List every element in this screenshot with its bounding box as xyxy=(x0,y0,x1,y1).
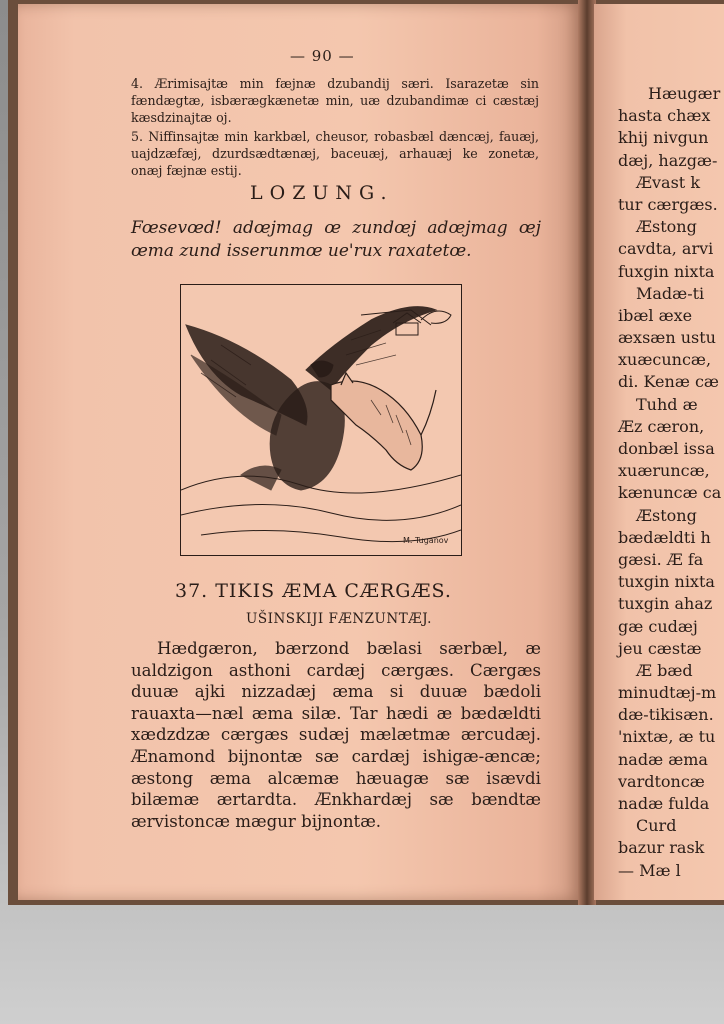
right-page-line: ibæl æxe xyxy=(618,305,693,325)
illustration-drawing xyxy=(181,285,461,555)
right-page-line: minudtæj-m xyxy=(618,683,717,703)
right-page-line: bazur rask xyxy=(618,838,705,858)
right-page-line: Æstong xyxy=(636,217,697,237)
right-page-line: bædældti h xyxy=(618,527,711,547)
right-page-line: jeu cæstæ xyxy=(618,638,702,658)
right-page-line: — Mæ l xyxy=(618,860,681,880)
right-page-line: Hæugær xyxy=(648,84,721,103)
right-page-line: xuæcuncæ, xyxy=(618,350,712,370)
right-page-line: vardtoncæ xyxy=(618,771,705,791)
right-page-line: fuxgin nixta xyxy=(618,261,715,281)
eagle-cat-illustration xyxy=(180,284,462,556)
right-page xyxy=(594,4,724,900)
list-item: 4. Ærimisajtæ min fæjnæ dzubandij særi. Isarazetæ sin fændægtæ, isbærægkænetæ min, uæ dzubandimæ ci cæstæj kæsdzinajtæ oj. xyxy=(131,76,539,125)
right-page-line: Ævast k xyxy=(636,172,701,192)
body-paragraph: Hædgæron, bærzond bælasi særbæl, æ ualdzigon asthoni cardæj cærgæs. Cærgæs duuæ ajki nizzadæj æma si duuæ bædoli rauaxta—næl æma silæ. Tar hædi æ bædældti xædzdzæ cærgæs sudæj mælætmæ ærcudæj. Ænamond bijnontæ sæ cardæj ishigæ-æncæ; æstong æma alcæmæ hæuagæ sæ isævdi bilæmæ ærtardta. Ænkhardæj sæ bændtæ ærvistoncæ mægur bijnontæ. xyxy=(131,639,541,831)
right-page-line: æxsæn ustu xyxy=(618,328,716,348)
right-page-line: tur cærgæs. xyxy=(618,194,718,214)
lozung-heading: LOZUNG. xyxy=(250,182,394,204)
right-page-line: donbæl issa xyxy=(618,439,715,458)
right-page-line: Æ bæd xyxy=(636,660,693,680)
right-page-line: dæj, hazgæ- xyxy=(618,150,718,170)
motto: Fœsevœd! adœjmag œ zundœj adœjmag œj œma zund isserunmœ ue'rux raxatetœ. xyxy=(131,218,541,261)
page-number: — 90 — xyxy=(290,47,355,65)
right-page-line: Tuhd æ xyxy=(636,394,698,414)
right-page-line: hasta chæx xyxy=(618,106,711,126)
chapter-title: 37. TIKIS ÆMA CÆRGÆS. xyxy=(175,580,452,602)
right-page-line: tuxgin nixta xyxy=(618,572,715,592)
right-page-line: cavdta, arvi xyxy=(618,239,714,259)
list-item: 5. Niffinsajtæ min karkbæl, cheusor, robasbæl dæncæj, fauæj, uajdzæfæj, dzurdsædtænæj, baceuæj, arhauæj ke zonetæ, onæj fæjnæ estij. xyxy=(131,129,539,178)
right-page-line: kænuncæ ca xyxy=(618,483,722,503)
illustration-signature: M. Tuganov xyxy=(403,536,449,545)
right-page-line: dæ-tikisæn. xyxy=(618,705,714,725)
right-page-line: 'nixtæ, æ tu xyxy=(618,727,716,747)
right-page-line: xuæruncæ, xyxy=(618,461,710,481)
right-page-line: Curd xyxy=(636,816,677,836)
right-page-line: khij nivgun xyxy=(618,128,709,148)
right-page-text xyxy=(618,83,724,882)
right-page-line: Æz cæron, xyxy=(618,416,705,436)
right-page-line: gæ cudæj xyxy=(618,616,698,636)
right-page-line: nadæ fulda xyxy=(618,794,710,813)
right-page-line: Æstong xyxy=(636,505,697,525)
right-page-line: nadæ æma xyxy=(618,749,708,769)
chapter-subtitle: UŠINSKIJI FÆNZUNTÆJ. xyxy=(246,611,432,627)
right-page-line: tuxgin ahaz xyxy=(618,594,713,614)
right-page-line: Madæ-ti xyxy=(636,283,705,303)
right-page-line: gæsi. Æ fa xyxy=(618,549,704,569)
right-page-line: di. Kenæ cæ xyxy=(618,372,719,392)
